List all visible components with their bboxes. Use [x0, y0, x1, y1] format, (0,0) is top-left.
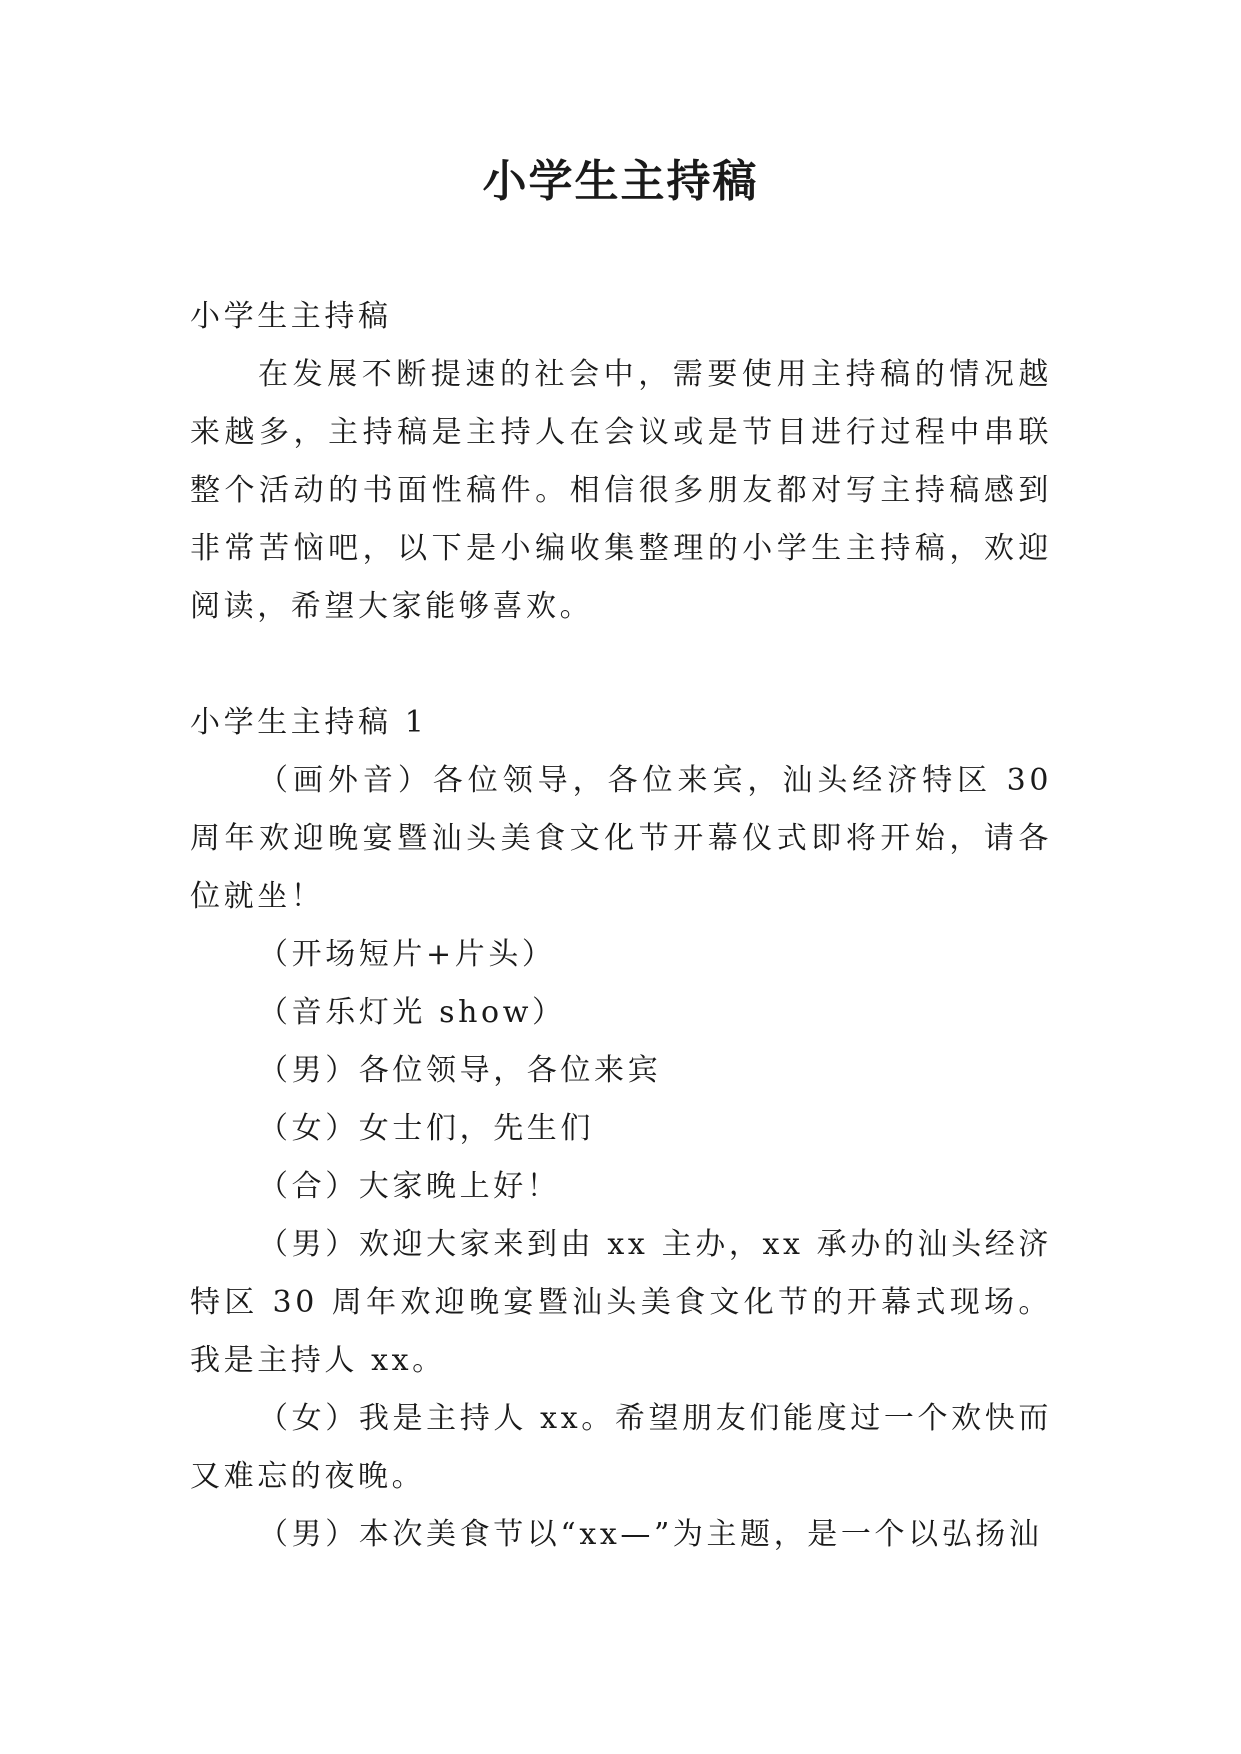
script-line: （男）欢迎大家来到由 xx 主办，xx 承办的汕头经济特区 30 周年欢迎晚宴暨汕头美食文化节的开幕式现场。我是主持人 xx。: [190, 1227, 1052, 1378]
script-line: （开场短片+片头）: [258, 937, 556, 972]
script-line: （女）女士们，先生们: [258, 1111, 594, 1146]
script-line: （画外音）各位领导，各位来宾，汕头经济特区 30 周年欢迎晚宴暨汕头美食文化节开幕仪式即将开始，请各位就坐！: [190, 763, 1052, 914]
script-line: （合）大家晚上好！: [258, 1169, 561, 1204]
document-title: 小学生主持稿: [482, 156, 759, 207]
script-line: （男）各位领导，各位来宾: [258, 1053, 662, 1088]
script-line: （男）本次美食节以“xx—”为主题，是一个以弘扬汕: [258, 1517, 1043, 1552]
section-heading-intro: 小学生主持稿: [190, 299, 392, 334]
section-heading-1: 小学生主持稿 1: [190, 705, 428, 740]
document-body: [190, 288, 1052, 1564]
script-line: （女）我是主持人 xx。希望朋友们能度过一个欢快而又难忘的夜晚。: [190, 1401, 1052, 1494]
script-line: （音乐灯光 show）: [258, 995, 566, 1030]
intro-paragraph: 在发展不断提速的社会中，需要使用主持稿的情况越来越多，主持稿是主持人在会议或是节目进行过程中串联整个活动的书面性稿件。相信很多朋友都对写主持稿感到非常苦恼吧，以下是小编收集整理的小学生主持稿，欢迎阅读，希望大家能够喜欢。: [190, 357, 1052, 624]
